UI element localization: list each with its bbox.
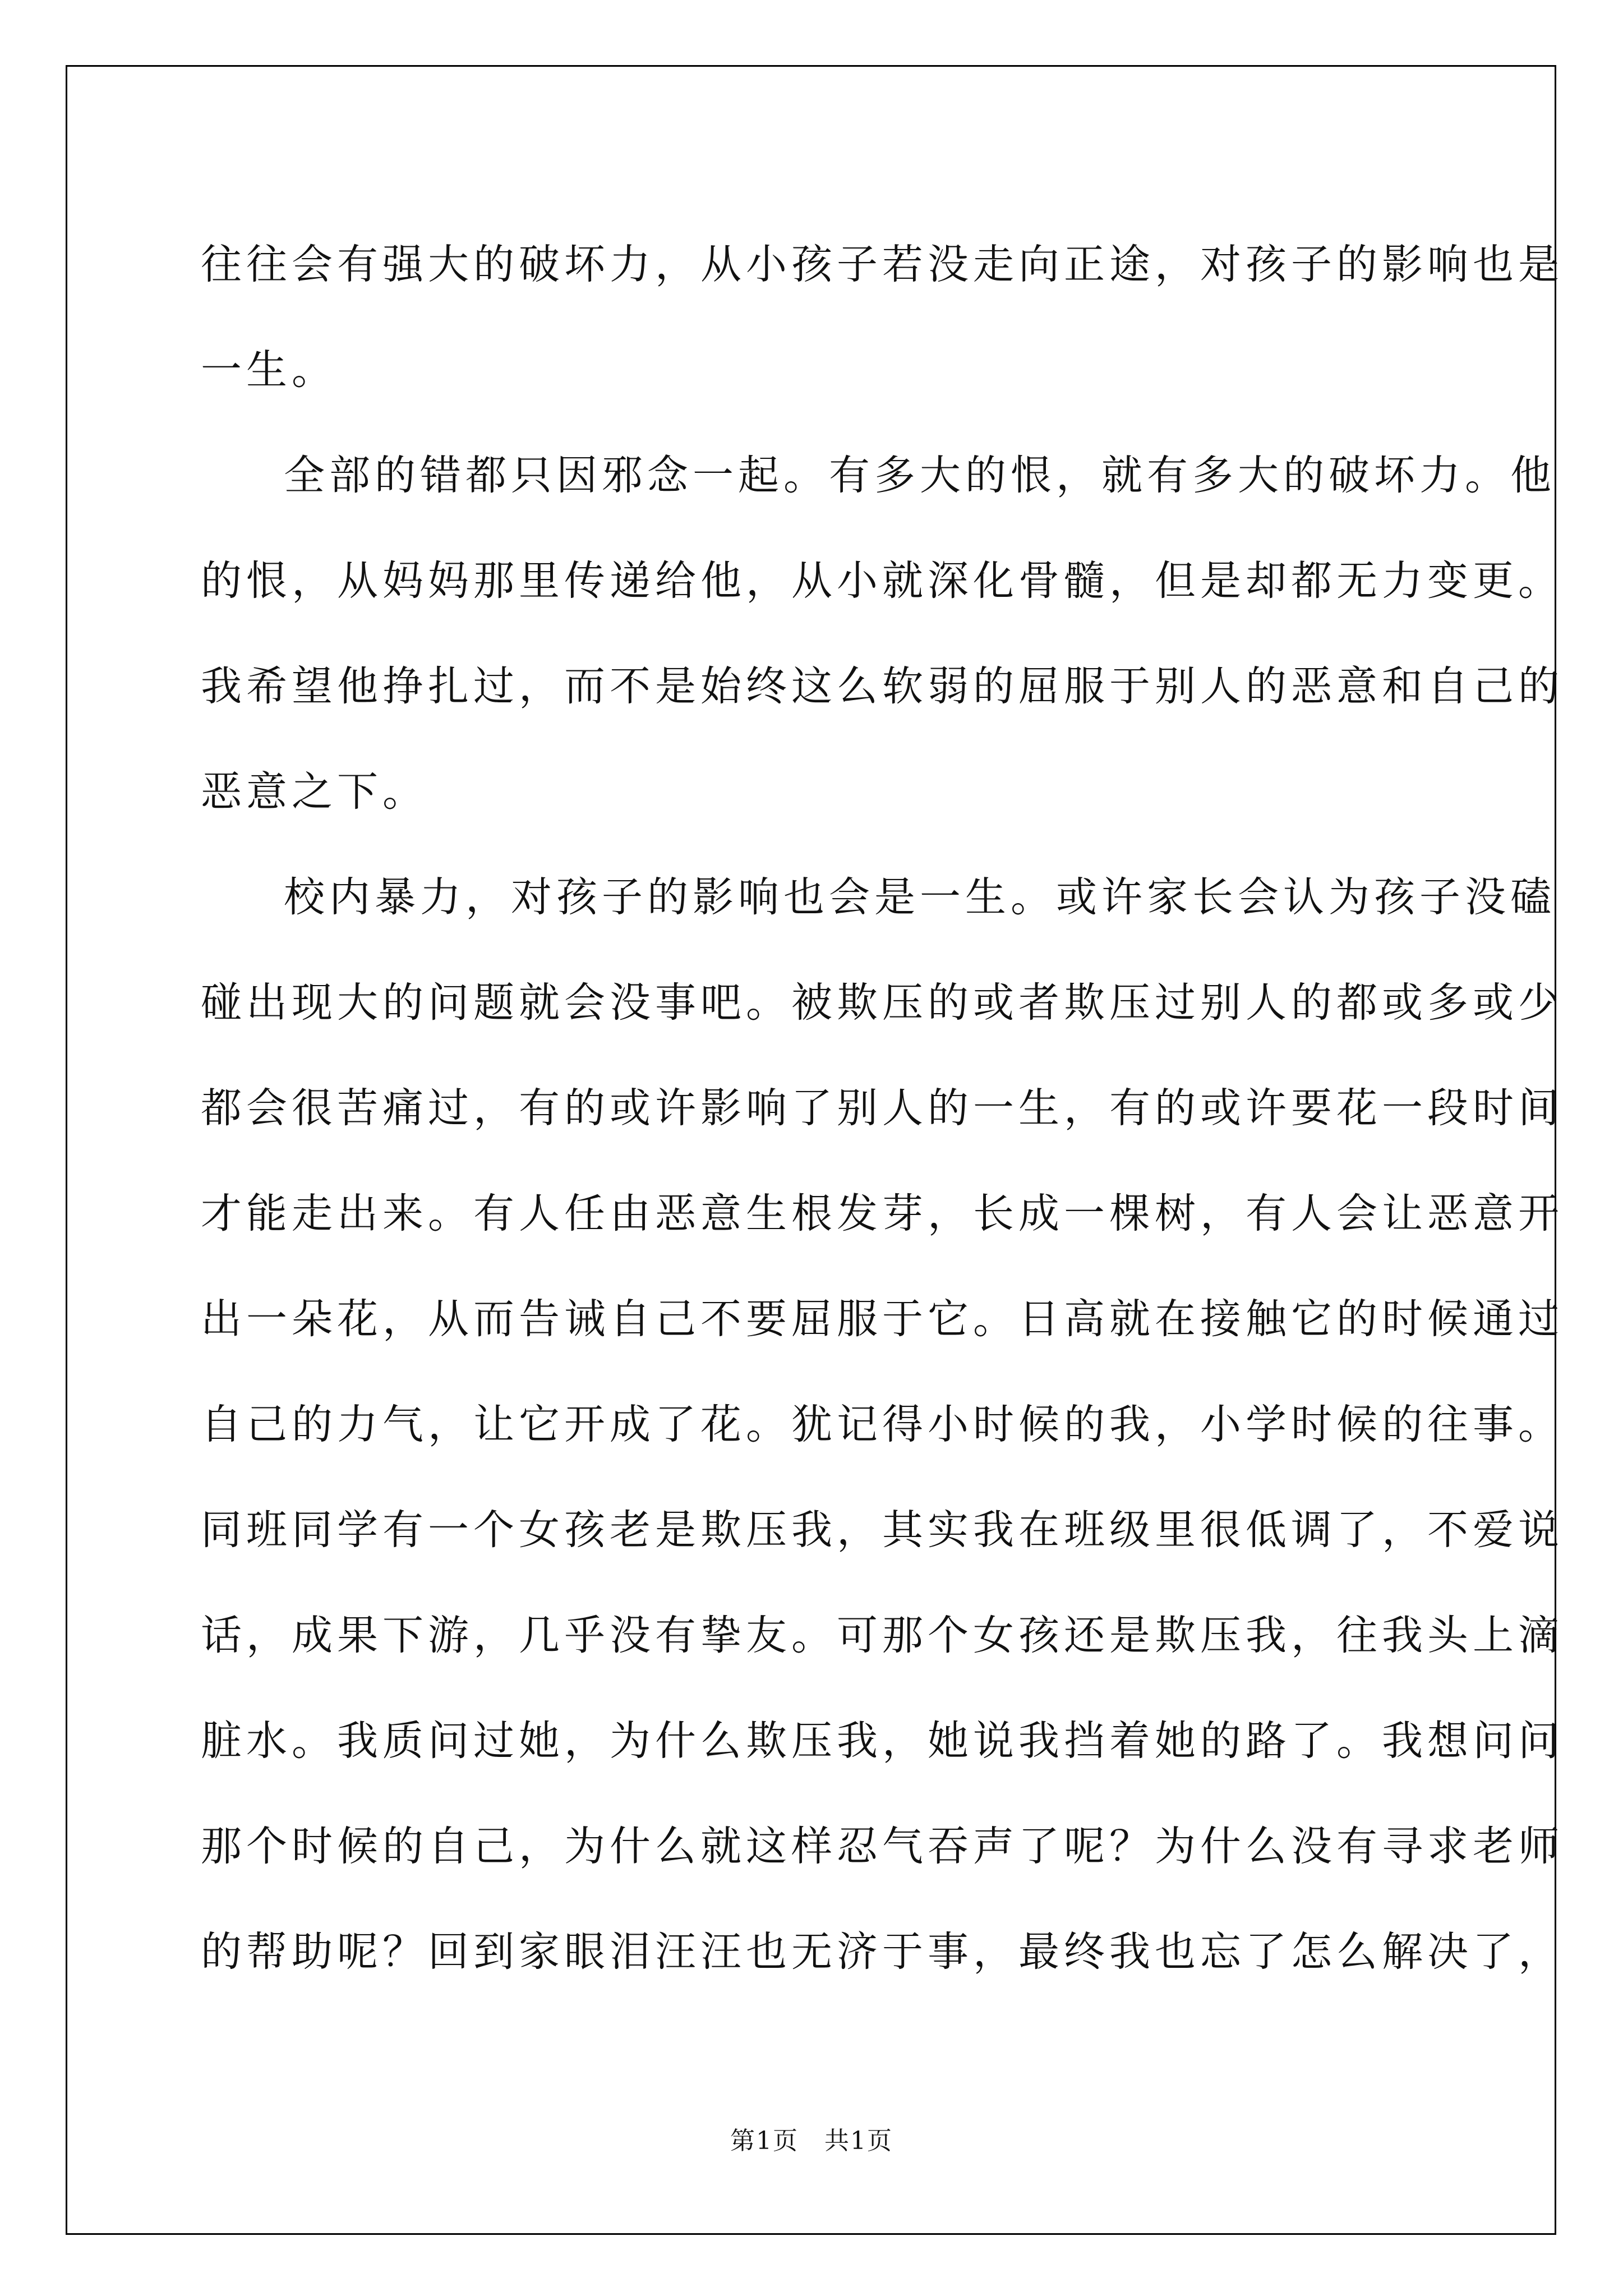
text-line: 同班同学有一个女孩老是欺压我，其实我在班级里很低调了，不爱说 — [201, 1506, 1564, 1554]
text-line: 才能走出来。有人任由恶意生根发芽，长成一棵树，有人会让恶意开 — [201, 1190, 1564, 1237]
paragraph-start-line: 校内暴力，对孩子的影响也会是一生。或许家长会认为孩子没磕 — [284, 873, 1556, 921]
text-line: 脏水。我质问过她，为什么欺压我，她说我挡着她的路了。我想问问 — [201, 1717, 1564, 1765]
text-line: 话，成果下游，几乎没有挚友。可那个女孩还是欺压我，往我头上滴 — [201, 1612, 1564, 1659]
text-line: 的恨，从妈妈那里传递给他，从小就深化骨髓，但是却都无力变更。 — [201, 557, 1564, 605]
text-line: 出一朵花，从而告诫自己不要屈服于它。日高就在接触它的时候通过 — [201, 1295, 1564, 1343]
text-line: 碰出现大的问题就会没事吧。被欺压的或者欺压过别人的都或多或少 — [201, 979, 1564, 1027]
text-line: 我希望他挣扎过，而不是始终这么软弱的屈服于别人的恶意和自己的 — [201, 662, 1564, 710]
text-line: 往往会有强大的破坏力，从小孩子若没走向正途，对孩子的影响也是 — [201, 241, 1564, 288]
paragraph-start-line: 全部的错都只因邪念一起。有多大的恨，就有多大的破坏力。他 — [284, 452, 1556, 499]
text-line: 的帮助呢？回到家眼泪汪汪也无济于事，最终我也忘了怎么解决了， — [201, 1928, 1564, 1976]
text-line: 自己的力气，让它开成了花。犹记得小时候的我，小学时候的往事。 — [201, 1401, 1564, 1448]
document-body — [201, 212, 1564, 2005]
text-line: 那个时候的自己，为什么就这样忍气吞声了呢？为什么没有寻求老师 — [201, 1823, 1564, 1870]
text-line: 都会很苦痛过，有的或许影响了别人的一生，有的或许要花一段时间 — [201, 1084, 1564, 1132]
text-line: 一生。 — [201, 346, 337, 394]
text-line: 恶意之下。 — [201, 768, 428, 816]
page-number-footer: 第1页 共1页 — [730, 2127, 893, 2155]
